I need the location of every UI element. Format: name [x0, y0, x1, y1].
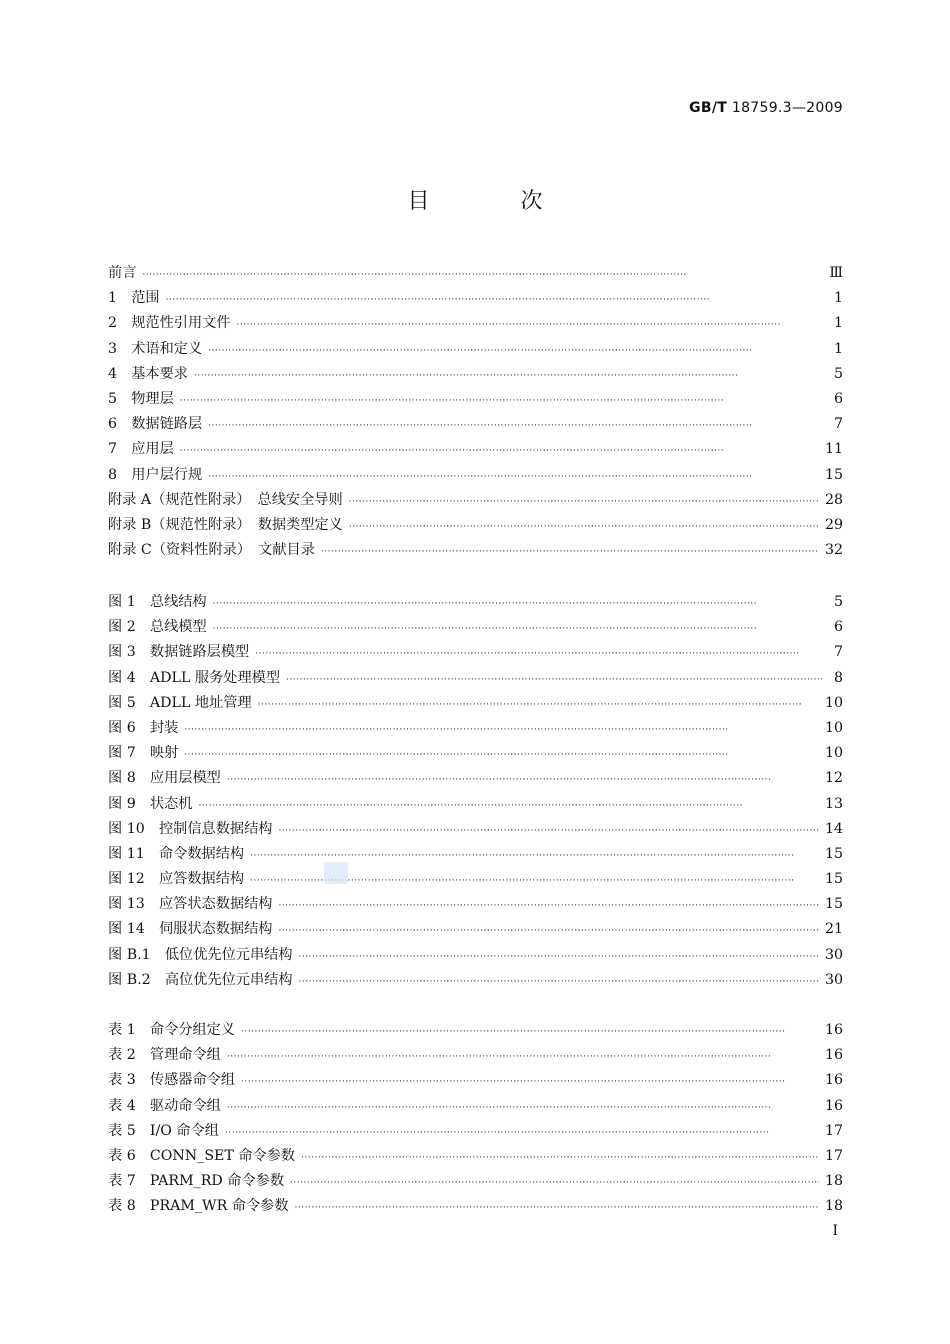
toc-leader-dots [278, 826, 818, 836]
toc-entry[interactable] [108, 287, 843, 312]
toc-entry-label: 7 应用层 [108, 441, 174, 458]
toc-entry[interactable] [108, 616, 843, 641]
toc-entry-page: 6 [833, 619, 843, 636]
toc-entry-page: 14 [824, 820, 843, 837]
toc-leader-dots [258, 700, 819, 710]
toc-leader-dots [184, 725, 819, 735]
toc-entry[interactable] [108, 843, 843, 868]
toc-entry-label: 图 14 伺服状态数据结构 [108, 921, 273, 938]
toc-entry[interactable] [108, 1044, 843, 1069]
toc-entry-page: 30 [824, 946, 843, 963]
toc-leader-dots [321, 547, 819, 557]
toc-entry[interactable] [108, 1120, 843, 1145]
toc-entry[interactable] [108, 464, 843, 489]
toc-entry[interactable] [108, 944, 843, 969]
toc-entry-label: 1 范围 [108, 290, 160, 307]
toc-leader-dots [227, 1103, 819, 1113]
toc-entry[interactable] [108, 312, 843, 337]
toc-leader-dots [295, 1203, 819, 1213]
toc-entry-label: 3 术语和定义 [108, 340, 203, 357]
toc-entry-page: 8 [833, 669, 843, 686]
toc-entry[interactable] [108, 742, 843, 767]
toc-entry-page: 18 [824, 1198, 843, 1215]
toc-entry[interactable] [108, 1170, 843, 1195]
toc-leader-dots [278, 926, 818, 936]
toc-entry-label: 图 11 命令数据结构 [108, 845, 245, 862]
toc-leader-dots [208, 421, 823, 431]
toc-entry[interactable] [108, 692, 843, 717]
toc-entry-label: 表 2 管理命令组 [108, 1047, 221, 1064]
toc-entry-label: 图 7 映射 [108, 745, 179, 762]
toc-entry[interactable] [108, 1095, 843, 1120]
toc-entry-label: 图 5 ADLL 地址管理 [108, 694, 252, 711]
toc-entry[interactable] [108, 893, 843, 918]
toc-tables-section [108, 1019, 843, 1221]
toc-leader-dots [198, 801, 818, 811]
toc-entry-label: 表 8 PRAM_WR 命令参数 [108, 1198, 289, 1215]
toc-entry-page: 15 [824, 896, 843, 913]
toc-leader-dots [194, 371, 823, 381]
toc-entry-label: 表 6 CONN_SET 命令参数 [108, 1147, 296, 1164]
toc-entry[interactable] [108, 818, 843, 843]
toc-entry[interactable] [108, 388, 843, 413]
toc-leader-dots [142, 270, 823, 280]
toc-leader-dots [227, 775, 819, 785]
toc-entry-page: 7 [833, 644, 843, 661]
toc-entry[interactable] [108, 641, 843, 666]
toc-entry-page: 32 [824, 542, 843, 559]
toc-entry-label: 6 数据链路层 [108, 416, 203, 433]
toc-entry-label: 5 物理层 [108, 390, 174, 407]
toc-leader-dots [290, 1178, 819, 1188]
toc-leader-dots [227, 1052, 819, 1062]
toc-entry-label: 图 4 ADLL 服务处理模型 [108, 669, 281, 686]
watermark-stamp [324, 862, 348, 884]
toc-entry-label: 图 B.1 低位优先位元串结构 [108, 946, 293, 963]
page-number: I [832, 1223, 838, 1239]
toc-entry[interactable] [108, 969, 843, 994]
toc-leader-dots [299, 977, 819, 987]
toc-leader-dots [349, 497, 819, 507]
toc-entry-label: 图 10 控制信息数据结构 [108, 820, 273, 837]
toc-entry-label: 图 8 应用层模型 [108, 770, 221, 787]
toc-entry[interactable] [108, 1019, 843, 1044]
page-title: 目 次 [407, 189, 585, 214]
toc-entry-page: 15 [824, 466, 843, 483]
toc-leader-dots [208, 472, 819, 482]
toc-entry[interactable] [108, 793, 843, 818]
toc-contents-section [108, 262, 843, 564]
toc-leader-dots [213, 624, 823, 634]
toc-entry-label: 图 13 应答状态数据结构 [108, 896, 273, 913]
toc-entry[interactable] [108, 262, 843, 287]
toc-entry-label: 2 规范性引用文件 [108, 315, 231, 332]
toc-entry-label: 表 7 PARM_RD 命令参数 [108, 1173, 285, 1190]
toc-entry-page: 16 [824, 1047, 843, 1064]
standard-code [689, 100, 843, 116]
toc-entry[interactable] [108, 1195, 843, 1220]
toc-entry-label: 附录 C（资料性附录） 文献目录 [108, 542, 315, 559]
standard-number: 18759.3—2009 [731, 100, 843, 116]
toc-entry-page: 17 [824, 1147, 843, 1164]
toc-leader-dots [255, 649, 823, 659]
toc-entry-page: 21 [824, 921, 843, 938]
toc-entry[interactable] [108, 591, 843, 616]
toc-entry-label: 图 3 数据链路层模型 [108, 644, 250, 661]
toc-entry-label: 附录 A（规范性附录） 总线安全导则 [108, 491, 343, 508]
toc-entry-page: 5 [833, 365, 843, 382]
toc-figures-section [108, 591, 843, 994]
toc-entry-page: 28 [824, 491, 843, 508]
toc-leader-dots [180, 446, 819, 456]
toc-entry-page: 29 [824, 516, 843, 533]
toc-entry-page: 16 [824, 1097, 843, 1114]
toc-entry[interactable] [108, 1145, 843, 1170]
toc-entry-page: 16 [824, 1072, 843, 1089]
toc-entry-page: 15 [824, 845, 843, 862]
toc-entry-page: 6 [833, 390, 843, 407]
toc-entry[interactable] [108, 1069, 843, 1094]
toc-entry-page: 11 [824, 441, 843, 458]
toc-entry-page: 15 [824, 871, 843, 888]
toc-entry-page: 12 [824, 770, 843, 787]
toc-entry[interactable] [108, 767, 843, 792]
toc-entry-label: 图 2 总线模型 [108, 619, 207, 636]
toc-entry-label: 表 4 驱动命令组 [108, 1097, 221, 1114]
toc-entry[interactable] [108, 438, 843, 463]
toc-entry[interactable] [108, 363, 843, 388]
toc-entry-label: 表 1 命令分组定义 [108, 1022, 236, 1038]
toc-entry-label: 图 9 状态机 [108, 795, 193, 812]
toc-entry-page: 1 [833, 340, 843, 357]
toc-leader-dots [180, 396, 823, 406]
toc-entry-label: 附录 B（规范性附录） 数据类型定义 [108, 516, 343, 533]
toc-leader-dots [286, 675, 823, 685]
toc-entry-page: 16 [824, 1022, 843, 1038]
toc-entry-page: 18 [824, 1173, 843, 1190]
toc-entry-page: 17 [824, 1122, 843, 1139]
toc-entry[interactable] [108, 514, 843, 539]
toc-entry-page: 10 [824, 745, 843, 762]
toc-leader-dots [237, 320, 823, 330]
toc-leader-dots [225, 1128, 819, 1138]
toc-entry-page: 10 [824, 694, 843, 711]
toc-entry-label: 表 5 I/O 命令组 [108, 1122, 219, 1139]
toc-entry[interactable] [108, 717, 843, 742]
toc-entry[interactable] [108, 539, 843, 564]
toc-entry-page: 13 [824, 795, 843, 812]
toc-leader-dots [241, 1027, 819, 1037]
toc-leader-dots [184, 750, 819, 760]
toc-entry[interactable] [108, 338, 843, 363]
toc-leader-dots [166, 295, 823, 305]
toc-leader-dots [250, 851, 819, 861]
toc-entry-label: 图 B.2 高位优先位元串结构 [108, 971, 293, 988]
toc-entry-page: 1 [833, 290, 843, 307]
toc-leader-dots [213, 599, 823, 609]
toc-leader-dots [301, 1153, 819, 1163]
toc-entry-page: 5 [833, 594, 843, 610]
toc-entry[interactable] [108, 413, 843, 438]
toc-entry-label: 8 用户层行规 [108, 466, 203, 483]
toc-entry-label: 图 6 封装 [108, 719, 179, 736]
toc-entry-page: 7 [833, 416, 843, 433]
toc-entry[interactable] [108, 489, 843, 514]
toc-entry-page: 30 [824, 971, 843, 988]
toc-leader-dots [349, 522, 819, 532]
toc-leader-dots [299, 952, 819, 962]
toc-entry-label: 图 1 总线结构 [108, 594, 207, 610]
toc-leader-dots [208, 346, 823, 356]
toc-entry[interactable] [108, 868, 843, 893]
toc-entry-label: 图 12 应答数据结构 [108, 871, 245, 888]
toc-leader-dots [241, 1077, 819, 1087]
toc-leader-dots [278, 901, 818, 911]
toc-entry-label: 4 基本要求 [108, 365, 188, 382]
toc-entry-label: 前言 [108, 265, 137, 281]
standard-prefix: GB/T [689, 100, 728, 116]
toc-entry-page: 10 [824, 719, 843, 736]
toc-entry-label: 表 3 传感器命令组 [108, 1072, 236, 1089]
toc-entry-page: 1 [833, 315, 843, 332]
toc-entry[interactable] [108, 667, 843, 692]
toc-entry-page: Ⅲ [829, 265, 843, 281]
toc-entry[interactable] [108, 918, 843, 943]
